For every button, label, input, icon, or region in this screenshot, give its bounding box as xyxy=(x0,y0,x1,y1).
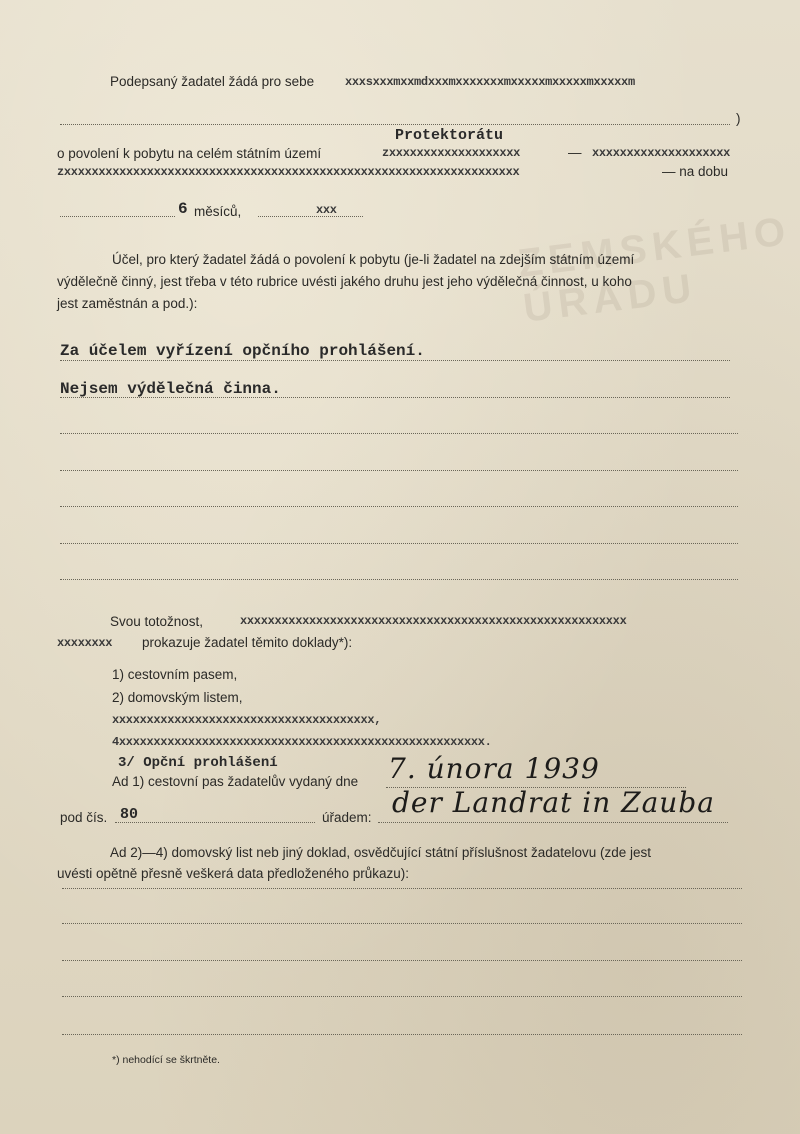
intro-strikeout: xxxsxxxmxxmdxxxmxxxxxxxmxxxxxmxxxxxmxxxxxm xyxy=(345,75,635,89)
typed-purpose-line-2: Nejsem výdělečná činna. xyxy=(60,380,281,398)
dotted-line xyxy=(62,996,742,997)
permit-text: o povolení k pobytu na celém státním území xyxy=(57,146,322,161)
dotted-line xyxy=(60,360,730,361)
dotted-line xyxy=(258,216,363,217)
dotted-line xyxy=(378,822,728,823)
identity-prompt-1: Svou totožnost, xyxy=(110,614,204,629)
uradem-label: úřadem: xyxy=(322,810,372,825)
intro-text: Podepsaný žadatel žádá pro sebe xyxy=(110,74,315,89)
permit-strikeout-b: xxxxxxxxxxxxxxxxxxxx xyxy=(592,146,731,160)
document-item-2: 2) domovským listem, xyxy=(112,690,243,705)
purpose-prompt-line-1: Účel, pro který žadatel žádá o povolení k pobytu (je-li žadatel na zdejším státním území xyxy=(112,252,635,267)
handwritten-passport-date: 7. února 1939 xyxy=(388,752,600,785)
dotted-line xyxy=(60,397,730,398)
ad2-line-2: uvésti opětně přesně veškerá data předloženého průkazu): xyxy=(57,866,409,881)
dotted-line xyxy=(60,124,730,125)
dotted-line xyxy=(60,506,738,507)
pod-cis-label: pod čís. xyxy=(60,810,108,825)
mesicu-text: měsíců, xyxy=(194,204,242,219)
identity-strikeout-2: xxxxxxxx xyxy=(57,636,113,650)
identity-prompt-2: prokazuje žadatel těmito doklady*): xyxy=(142,635,353,650)
dotted-line xyxy=(62,960,742,961)
typed-added-document: 3/ Opční prohlášení xyxy=(118,755,278,771)
na-dobu-text: — na dobu xyxy=(662,164,729,179)
passport-prefix: Ad 1) cestovní pas žadatelův vydaný dne xyxy=(112,774,359,789)
dash: — xyxy=(568,145,582,160)
typed-protektorat: Protektorátu xyxy=(395,127,504,144)
dotted-line xyxy=(115,822,315,823)
dotted-line xyxy=(60,579,738,580)
identity-strikeout-1: xxxxxxxxxxxxxxxxxxxxxxxxxxxxxxxxxxxxxxxxxxxxxxxxxxxxxxxx xyxy=(240,614,627,628)
duration-value: 6 xyxy=(178,200,188,218)
purpose-prompt-line-3: jest zaměstnán a pod.): xyxy=(57,296,198,311)
dotted-line xyxy=(62,923,742,924)
faint-bleedthrough-stamp: ZEMSKÉHO ÚŘADU xyxy=(515,208,794,331)
closing-paren: ) xyxy=(736,111,741,126)
ad2-line-1: Ad 2)—4) domovský list neb jiný doklad, osvědčující státní příslušnost žadatelovu (zde jest xyxy=(110,845,652,860)
document-item-4-strikeout: 4xxxxxxxxxxxxxxxxxxxxxxxxxxxxxxxxxxxxxxxxxxxxxxxxxxxxx. xyxy=(112,735,492,749)
purpose-prompt-line-2: výdělečně činný, jest třeba v této rubrice uvésti jakého druhu jest jeho výdělečná činnost, u koho xyxy=(57,274,632,289)
typed-purpose-line-1: Za účelem vyřízení opčního prohlášení. xyxy=(60,342,425,360)
document-item-1: 1) cestovním pasem, xyxy=(112,667,238,682)
document-item-3-strikeout: xxxxxxxxxxxxxxxxxxxxxxxxxxxxxxxxxxxxxx, xyxy=(112,713,382,727)
handwritten-issuer: der Landrat in Zauba xyxy=(392,786,715,819)
dotted-line xyxy=(60,543,738,544)
dotted-line xyxy=(60,470,738,471)
strikeout-line-2: zxxxxxxxxxxxxxxxxxxxxxxxxxxxxxxxxxxxxxxxxxxxxxxxxxxxxxxxxxxxxxxxxxx xyxy=(57,165,520,179)
dotted-line xyxy=(60,433,738,434)
dotted-line xyxy=(62,888,742,889)
dotted-line xyxy=(62,1034,742,1035)
dotted-line xyxy=(60,216,175,217)
duration-strikeout: xxx xyxy=(316,203,337,217)
footnote: *) nehodící se škrtněte. xyxy=(112,1054,220,1066)
typed-number: 80 xyxy=(120,806,139,823)
permit-strikeout-a: zxxxxxxxxxxxxxxxxxxx xyxy=(382,146,521,160)
